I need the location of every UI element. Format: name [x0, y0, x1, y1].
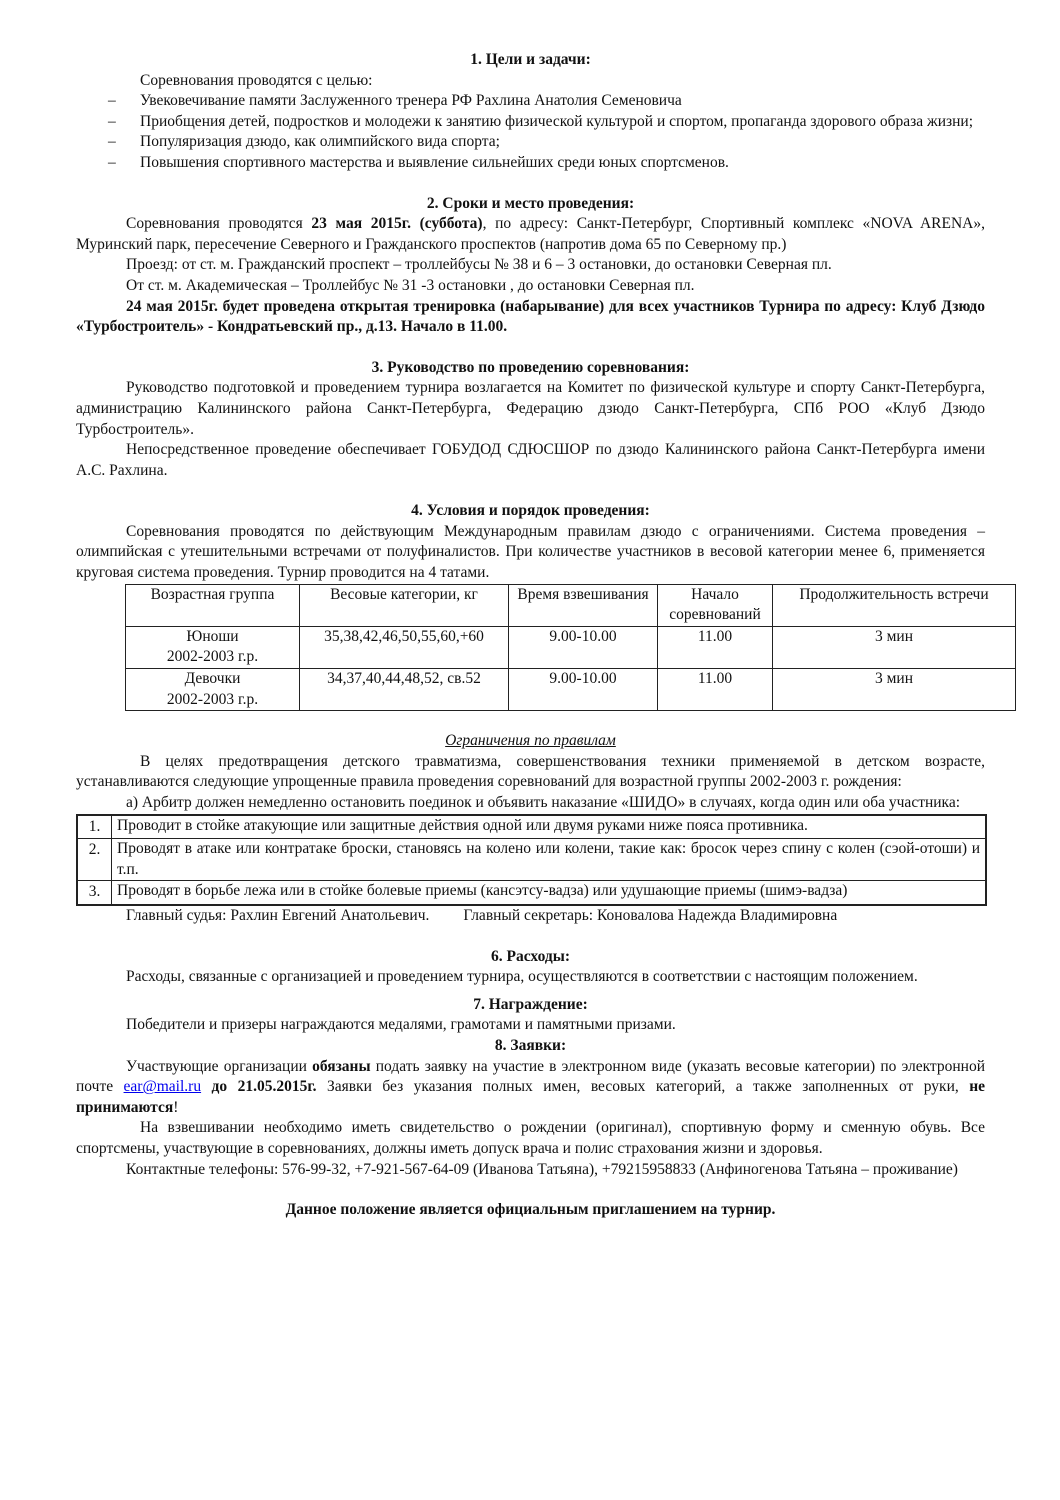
officials-line: [76, 906, 985, 927]
penalty-table: [76, 814, 987, 906]
table-cell: 3 мин: [773, 669, 1016, 711]
section-7-title: 7. Награждение:: [473, 995, 588, 1013]
restrictions-paragraph: В целях предотвращения детского травматизма, совершенствования техники применяемой в детском возрасте, устанавливаются следующие упрощенные правила проведения соревнований для возрастной группы 2002-2003 г. рождения:: [76, 752, 985, 791]
dash-bullet: –: [108, 112, 116, 130]
text-run: подать заявку на участие в электронном виде (указать весовые категории) по электронной почте: [76, 1057, 985, 1096]
section-2-directions-2: От ст. м. Академическая – Троллейбус № 31 -3 остановки , до остановки Северная пл.: [126, 276, 695, 294]
dash-bullet: –: [108, 133, 116, 151]
age-group: Юноши: [186, 627, 239, 645]
footer-note: Данное положение является официальным приглашением на турнир.: [285, 1201, 776, 1219]
list-item-text: Повышения спортивного мастерства и выявление сильнейших среди юных спортсменов.: [140, 153, 729, 171]
table-header: Начало соревнований: [658, 584, 773, 626]
table-cell: Проводят в атаке или контратаке броски, становясь на колено или колени, такие как: бросок через спину с колен (сэой-отоши) и т.п.: [112, 839, 987, 881]
table-header-row: [126, 584, 1016, 626]
section-2-directions: Проезд: от ст. м. Гражданский проспект – троллейбусы № 38 и 6 – 3 остановки, до остановки Северная пл.: [126, 256, 832, 274]
birth-years: 2002-2003 г.р.: [166, 690, 259, 708]
section-6-title: 6. Расходы:: [491, 947, 570, 965]
section-1-intro: Соревнования проводятся с целью:: [140, 71, 373, 89]
list-item-text: Популяризация дзюдо, как олимпийского вида спорта;: [140, 133, 500, 151]
birth-years: 2002-2003 г.р.: [166, 648, 259, 666]
row-number: 1.: [77, 815, 112, 839]
text-run: [201, 1078, 211, 1095]
section-2-training-note: 24 мая 2015г. будет проведена открытая тренировка (набарывание) для всех участников Турнира по адресу: Клуб Дзюдо «Турбостроитель» - Кондратьевский пр., д.13. Начало в 11.00.: [76, 297, 985, 336]
text-run: , по адресу: Санкт-Петербург, Спортивный комплекс «NOVA ARENA», Муринский парк, пересечение Северного и Гражданского проспектов (напротив дома 65 по Северному пр.): [76, 215, 985, 253]
restrictions-title: Ограничения по правилам: [445, 732, 616, 750]
section-2-title: 2. Сроки и место проведения:: [426, 194, 635, 212]
dash-bullet: –: [108, 92, 116, 110]
row-number: 2.: [77, 839, 112, 881]
list-item: [76, 112, 985, 133]
section-3-title: 3. Руководство по проведению соревнования:: [371, 358, 690, 376]
contact-phones: Контактные телефоны: 576-99-32, +7-921-567-64-09 (Иванова Татьяна), +79215958833 (Анфиногенова Татьяна – проживание): [126, 1160, 958, 1178]
section-6-paragraph: Расходы, связанные с организацией и проведением турнира, осуществляются в соответствии с настоящим положением.: [126, 968, 918, 986]
text-run: Участвующие организации: [126, 1057, 313, 1075]
table-cell: 3 мин: [773, 626, 1016, 668]
restrictions-paragraph-2: а) Арбитр должен немедленно остановить поединок и объявить наказание «ШИДО» в случаях, когда один или оба участника:: [126, 794, 961, 811]
text-run: !: [173, 1098, 179, 1116]
table-header: Возрастная группа: [126, 584, 300, 626]
schedule-table: [125, 584, 1016, 712]
text-run: Заявки без указания полных имен, весовых категорий, а также заполненных от руки,: [316, 1078, 970, 1096]
section-8-paragraph: [76, 1057, 985, 1119]
list-item: [76, 132, 985, 153]
dash-bullet: –: [108, 153, 116, 171]
table-cell: 35,38,42,46,50,55,60,+60: [300, 626, 509, 668]
text-bold: не принимаются: [76, 1078, 986, 1116]
event-date: 23 мая 2015г. (суббота): [311, 215, 483, 233]
section-4-paragraph: Соревнования проводятся по действующим Международным правилам дзюдо с ограничениями. Система проведения – олимпийская с утешительными встречами от полуфиналистов. При количестве участников в весовой категории менее 6, применяется круговая система проведения. Турнир проводится на 4 татами.: [76, 522, 985, 582]
table-row: [77, 881, 986, 905]
section-7-paragraph: Победители и призеры награждаются медалями, грамотами и памятными призами.: [126, 1016, 676, 1034]
list-item: [76, 153, 985, 174]
goals-list: [76, 91, 985, 173]
chief-judge: Главный судья: Рахлин Евгений Анатольевич.: [126, 906, 430, 924]
table-cell: [126, 669, 300, 711]
text-run: Соревнования проводятся: [126, 215, 312, 233]
list-item-text: Увековечивание памяти Заслуженного тренера РФ Рахлина Анатолия Семеновича: [140, 92, 682, 110]
table-row: [77, 839, 986, 881]
table-cell: Проводят в борьбе лежа или в стойке болевые приемы (кансэтсу-вадза) или удушающие приемы (шимэ-вадза): [112, 881, 987, 905]
row-number: 3.: [77, 881, 112, 905]
table-cell: 11.00: [658, 626, 773, 668]
age-group: Девочки: [184, 670, 241, 688]
table-cell: [126, 626, 300, 668]
table-row: [126, 626, 1016, 668]
table-cell: Проводит в стойке атакующие или защитные действия одной или двумя руками ниже пояса противника.: [112, 815, 987, 839]
section-1-title: 1. Цели и задачи:: [470, 51, 591, 68]
section-3-paragraph-2: Непосредственное проведение обеспечивает ГОБУДОД СДЮСШОР по дзюдо Калининского района Санкт-Петербурга имени А.С. Рахлина.: [76, 441, 985, 479]
table-cell: 11.00: [658, 669, 773, 711]
table-row: [77, 815, 986, 839]
email-link[interactable]: ear@mail.ru: [123, 1078, 202, 1096]
table-header: Продолжительность встречи: [773, 584, 1016, 626]
deadline-date: до 21.05.2015г.: [211, 1078, 317, 1096]
table-cell: 34,37,40,44,48,52, св.52: [300, 669, 509, 711]
table-row: [126, 669, 1016, 711]
section-4-title: 4. Условия и порядок проведения:: [411, 502, 650, 520]
table-header: Время взвешивания: [509, 584, 658, 626]
section-2-paragraph: [76, 214, 985, 255]
text-bold: обязаны: [312, 1057, 371, 1075]
section-3-paragraph: Руководство подготовкой и проведением турнира возлагается на Комитет по физической культуре и спорту Санкт-Петербурга, администрацию Калининского района Санкт-Петербурга, Федерацию дзюдо Санкт-Петербурга, СПб РОО «Клуб Дзюдо Турбостроитель».: [76, 379, 985, 438]
table-header: Весовые категории, кг: [300, 584, 509, 626]
list-item: [76, 91, 985, 112]
section-8-title: 8. Заявки:: [494, 1036, 567, 1054]
chief-secretary: Главный секретарь: Коновалова Надежда Владимировна: [463, 906, 838, 924]
table-cell: 9.00-10.00: [509, 669, 658, 711]
list-item-text: Приобщения детей, подростков и молодежи к занятию физической культурой и спортом, пропаганда здорового образа жизни;: [140, 112, 974, 130]
section-8-paragraph-2: На взвешивании необходимо иметь свидетельство о рождении (оригинал), спортивную форму и сменную обувь. Все спортсмены, участвующие в соревнованиях, должны иметь допуск врача и полис страхования жизни и здоровья.: [76, 1119, 985, 1157]
table-cell: 9.00-10.00: [509, 626, 658, 668]
